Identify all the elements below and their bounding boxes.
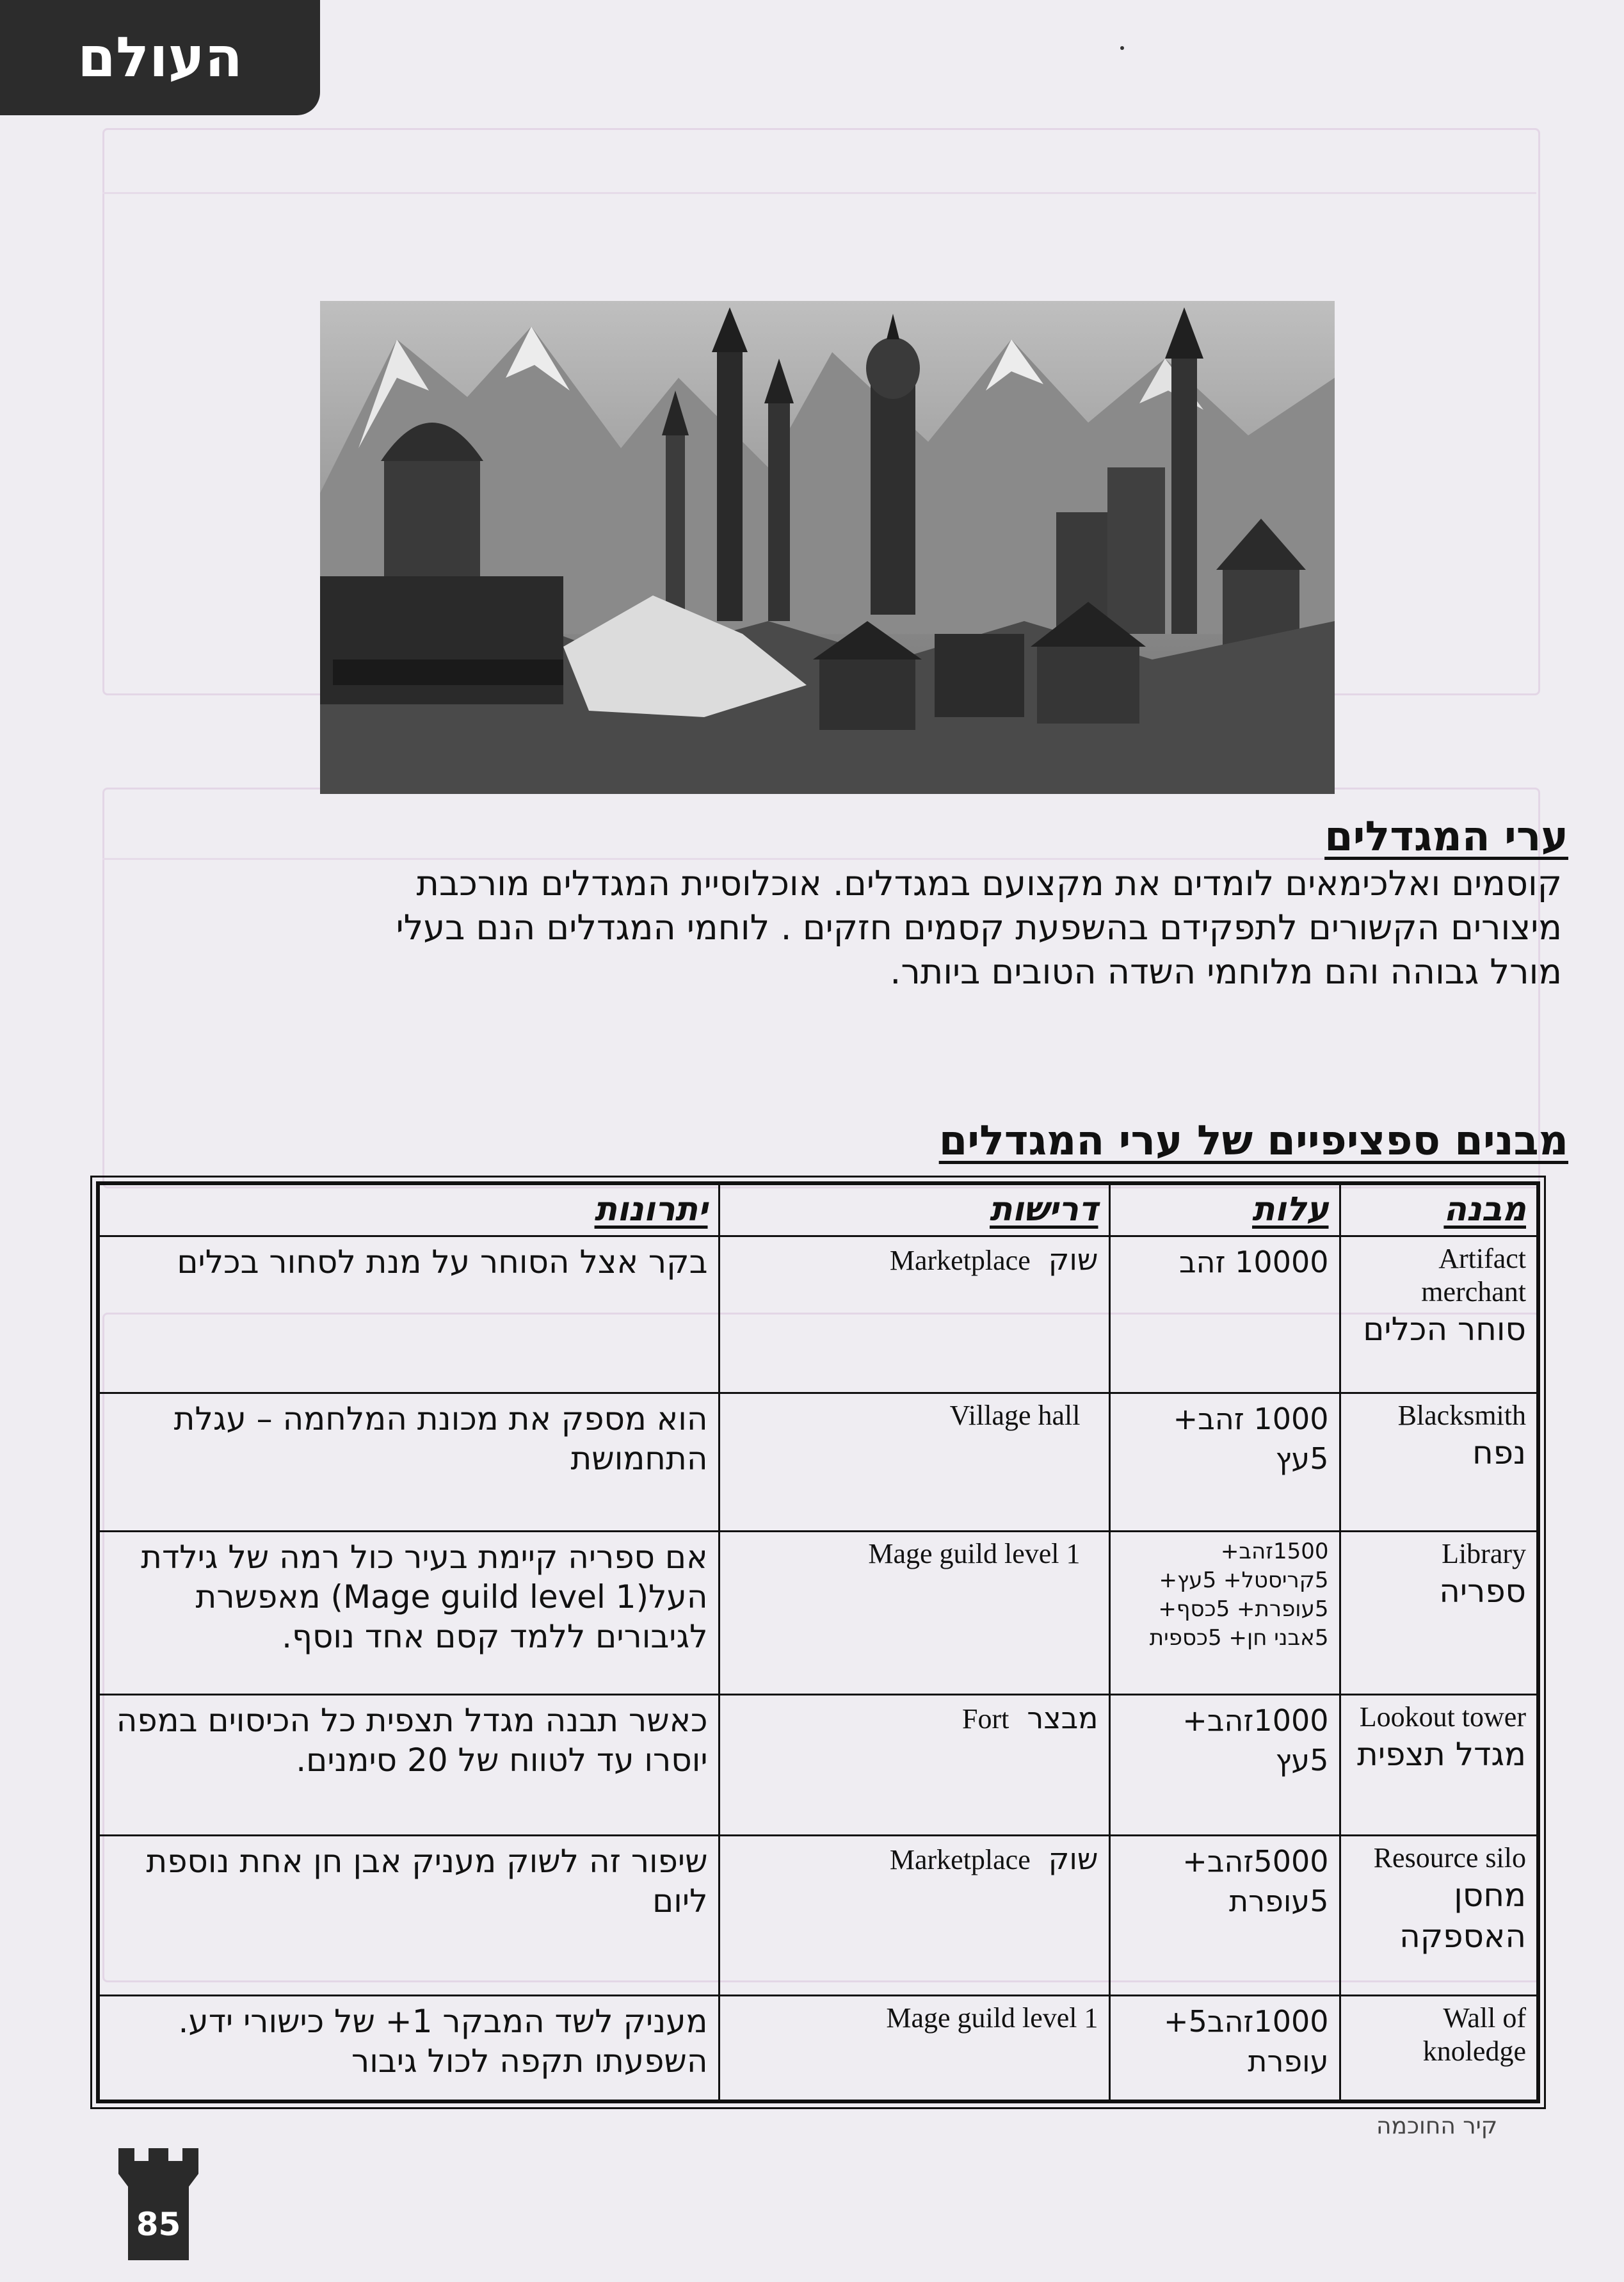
header-cost: עלות xyxy=(1109,1183,1340,1236)
requirement-he: מבצר xyxy=(1027,1700,1098,1735)
requirements-cell xyxy=(719,1236,1109,1393)
city-illustration-svg xyxy=(320,301,1335,794)
cost-cell xyxy=(1109,1996,1340,2101)
buildings-table xyxy=(96,1181,1540,2103)
advantage-text: בקר אצל הסוחר על מנת לסחור בכלים xyxy=(177,1243,708,1281)
requirement-en: Mage guild level 1 xyxy=(886,2002,1098,2034)
cost-line: 5000זהב+ xyxy=(1182,1844,1329,1879)
advantage-text: אם ספריה קיימת בעיר כול רמה של גילדת העל(Mage guild level 1) מאפשרת לגיבורים ללמד קסם אחד נוסף. xyxy=(141,1538,708,1655)
building-name-cell xyxy=(1340,1996,1538,2101)
chapter-tab xyxy=(0,0,320,115)
cost-line: עופרת xyxy=(1248,2044,1329,2079)
castle-tower-icon xyxy=(115,2148,202,2260)
table-row xyxy=(98,1393,1538,1531)
building-name-cell xyxy=(1340,1393,1538,1531)
advantages-cell xyxy=(98,1694,719,1835)
table-row xyxy=(98,1694,1538,1835)
buildings-title: מבנים ספציפיים של ערי המגדלים xyxy=(938,1117,1568,1165)
cost-line: 5עץ xyxy=(1275,1742,1329,1777)
advantage-text: כאשר תבנה מגדל תצפית כל הכיסוים במפה יוסרו עד לטווח של 20 סימנים. xyxy=(116,1701,708,1779)
building-name-en: Lookout tower xyxy=(1359,1701,1526,1733)
section-paragraph xyxy=(115,861,1562,994)
cost-line: 5עופרת xyxy=(1228,1884,1329,1919)
header-requirements: דרישות xyxy=(719,1183,1109,1236)
table-row xyxy=(98,1236,1538,1393)
building-name-cell xyxy=(1340,1694,1538,1835)
cost-line: 5קריסטל+ 5עץ+ xyxy=(1159,1567,1329,1593)
cost-cell xyxy=(1109,1236,1340,1393)
paragraph-line: מורל גבוהה והם מלוחמי השדה הטובים ביותר. xyxy=(890,951,1562,992)
advantage-text: הוא מספק את מכונת המלחמה – עגלת התחמושת xyxy=(173,1400,708,1478)
requirement-en: Marketplace xyxy=(889,1245,1031,1276)
advantage-text: שיפור זה לשוק מעניק אבן חן אחת נוספת ליום xyxy=(146,1843,708,1920)
advantages-cell xyxy=(98,1996,719,2101)
requirement-he: שוק xyxy=(1048,1242,1098,1277)
advantage-text: מעניק לשד המבקר 1+ של כישורי ידע. השפעתו תקפה לכול גיבור xyxy=(178,2003,708,2080)
cost-line: 10000 זהב xyxy=(1178,1245,1329,1279)
table-row xyxy=(98,1531,1538,1694)
advantages-cell xyxy=(98,1836,719,1996)
cost-cell xyxy=(1109,1393,1340,1531)
building-name-cell xyxy=(1340,1836,1538,1996)
building-name-en: Resource silo xyxy=(1373,1842,1526,1874)
building-name-en: Library xyxy=(1442,1537,1526,1569)
cost-line: 5עץ xyxy=(1275,1441,1329,1477)
requirements-cell xyxy=(719,1996,1109,2101)
table-row xyxy=(98,1996,1538,2101)
paragraph-line: מיצורים הקשורים לתפקידם בהשפעת קסמים חזקים . לוחמי המגדלים הנם בעלי xyxy=(396,907,1562,948)
building-name-en: Wall of knoledge xyxy=(1422,2002,1526,2068)
requirements-cell xyxy=(719,1836,1109,1996)
building-name-he: ספריה xyxy=(1439,1572,1526,1610)
building-name-he: מגדל תצפית xyxy=(1357,1735,1526,1773)
advantages-cell xyxy=(98,1531,719,1694)
cost-cell xyxy=(1109,1694,1340,1835)
row-continuation-note: קיר החוכמה xyxy=(1376,2113,1498,2139)
building-name-he: סוחר הכלים xyxy=(1363,1311,1526,1348)
building-name-he: מחסן האספקה xyxy=(1399,1877,1526,1955)
table-header-row xyxy=(98,1183,1538,1236)
cost-cell xyxy=(1109,1531,1340,1694)
requirements-cell xyxy=(719,1531,1109,1694)
building-name-he: נפח xyxy=(1472,1434,1526,1472)
paragraph-line: קוסמים ואלכימאים לומדים את מקצועם במגדלים. אוכלוסיית המגדלים מורכבת xyxy=(416,863,1562,903)
requirement-en: Village hall xyxy=(949,1400,1081,1432)
requirement-en: Fort xyxy=(962,1703,1009,1735)
section-header xyxy=(960,813,1568,861)
requirements-cell xyxy=(719,1694,1109,1835)
building-name-en: Artifact merchant xyxy=(1421,1243,1526,1307)
requirement-he: שוק xyxy=(1048,1841,1098,1877)
buildings-header xyxy=(768,1117,1568,1165)
tower-city-illustration xyxy=(320,301,1335,794)
cost-line: 1000זהב+ xyxy=(1182,1703,1329,1738)
cost-line: 1000זהב5+ xyxy=(1164,2004,1329,2039)
chapter-title: העולם xyxy=(77,26,243,90)
section-title: ערי המגדלים xyxy=(1324,813,1568,861)
table-row xyxy=(98,1836,1538,1996)
requirement-en: Marketplace xyxy=(889,1844,1031,1876)
header-building: מבנה xyxy=(1340,1183,1538,1236)
building-name-cell xyxy=(1340,1236,1538,1393)
cost-line: 5אבני חן+ 5כספית xyxy=(1149,1624,1329,1651)
header-advantages: יתרונות xyxy=(98,1183,719,1236)
cost-line: 5עופרת+ 5כסף+ xyxy=(1158,1596,1329,1622)
bleed-through-line xyxy=(102,192,1536,194)
advantages-cell xyxy=(98,1393,719,1531)
requirements-cell xyxy=(719,1393,1109,1531)
requirement-en: Mage guild level 1 xyxy=(868,1537,1081,1569)
advantages-cell xyxy=(98,1236,719,1393)
page-number: 85 xyxy=(136,2206,181,2243)
speck xyxy=(1120,46,1124,50)
cost-line: 1500זהב+ xyxy=(1220,1538,1329,1564)
cost-cell xyxy=(1109,1836,1340,1996)
building-name-en: Blacksmith xyxy=(1397,1400,1526,1432)
building-name-cell xyxy=(1340,1531,1538,1694)
cost-line: 1000 זהב+ xyxy=(1173,1402,1329,1437)
